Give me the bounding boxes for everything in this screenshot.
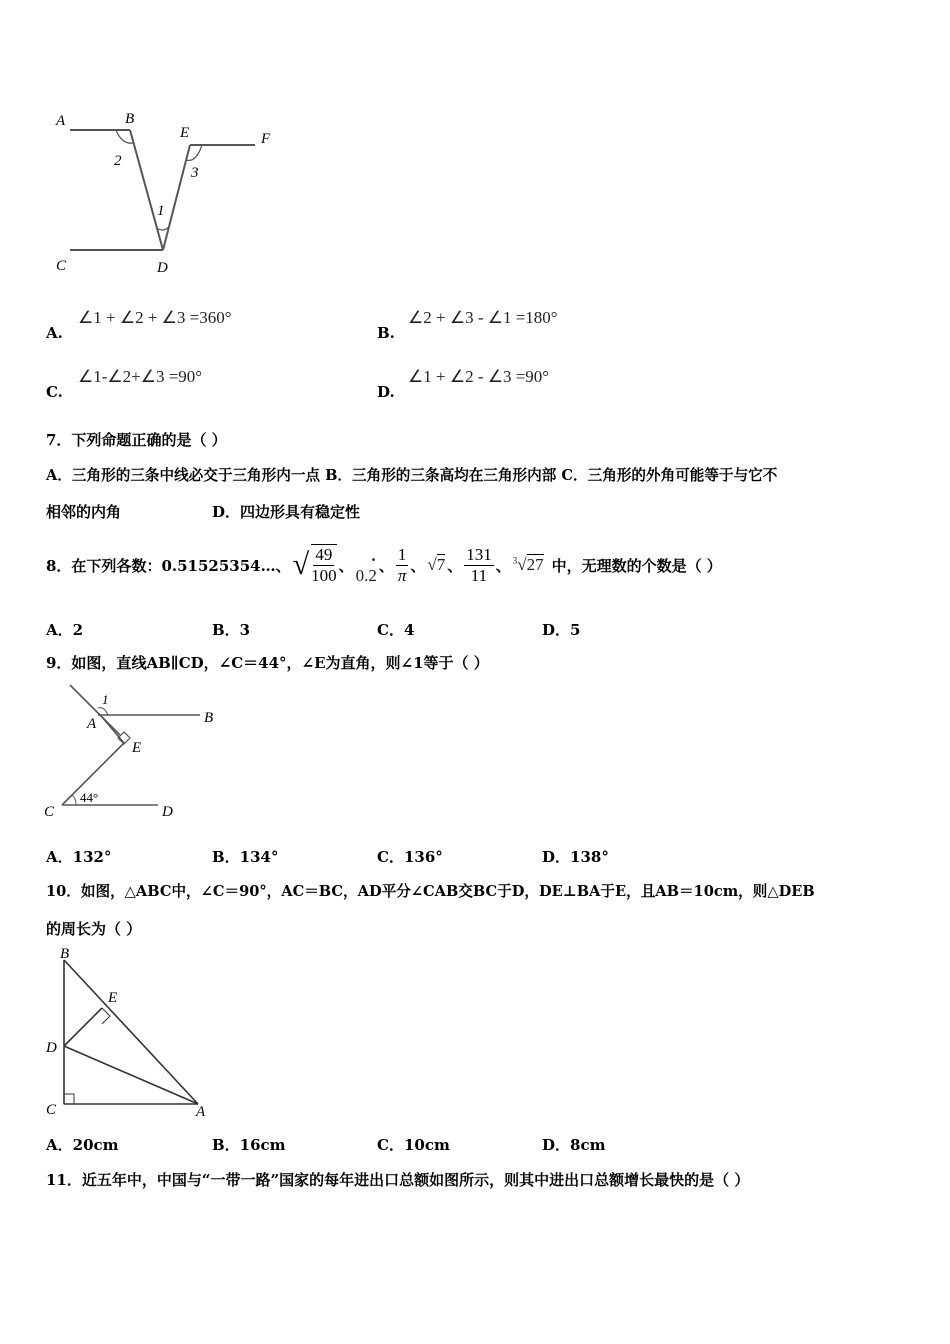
sep: 、 bbox=[338, 556, 354, 575]
label: A bbox=[87, 716, 97, 732]
q10-stem-line1: 10．如图，△ABC中，∠C＝90°，AC＝BC，AD平分∠CAB交BC于D，DE⊥BA于E，且AB＝10cm，则△DEB bbox=[46, 883, 815, 900]
sep: 、 bbox=[447, 556, 463, 575]
q6-figure bbox=[50, 105, 290, 280]
q10-option-a: A．20cm bbox=[46, 1136, 119, 1154]
num: 1 bbox=[397, 544, 407, 564]
label: B bbox=[204, 710, 214, 726]
label: 44° bbox=[80, 790, 99, 805]
sep: 、 bbox=[495, 556, 511, 575]
q10-option-d: D．8cm bbox=[542, 1136, 606, 1154]
q8-stem bbox=[46, 537, 722, 593]
label: A bbox=[196, 1104, 206, 1120]
q9-option-b: B．134° bbox=[212, 848, 279, 866]
label: D bbox=[157, 260, 168, 276]
label: C bbox=[56, 258, 67, 274]
q10-stem-line2: 的周长为（ ） bbox=[46, 920, 142, 938]
label: 2 bbox=[114, 153, 122, 169]
q7-option-d: D．四边形具有稳定性 bbox=[212, 503, 361, 521]
den: 11 bbox=[470, 565, 488, 585]
sep: 、 bbox=[410, 556, 426, 575]
label: B bbox=[125, 111, 135, 127]
option-letter: C. bbox=[46, 383, 63, 401]
q7-options-line1: A．三角形的三条中线必交于三角形内一点 B．三角形的三条高均在三角形内部 C．三角形的外角可能等于与它不 bbox=[46, 467, 778, 484]
radicand: 27 bbox=[526, 555, 544, 574]
q9-option-a: A．132° bbox=[46, 848, 112, 866]
label: B bbox=[60, 946, 70, 962]
label: 1 bbox=[157, 203, 165, 219]
radicand: 7 bbox=[436, 555, 446, 574]
den: π bbox=[397, 565, 407, 585]
q9-option-d: D．138° bbox=[542, 848, 609, 866]
q8-frac-1-pi bbox=[396, 545, 409, 586]
label: C bbox=[44, 804, 55, 820]
label: A bbox=[56, 113, 66, 129]
label: E bbox=[180, 125, 190, 141]
q8-frac-131-11 bbox=[464, 545, 494, 586]
q10-option-c: C．10cm bbox=[377, 1136, 450, 1154]
sqrt-icon: √ bbox=[292, 548, 310, 581]
option-c-expr: ∠1-∠2+∠3 =90° bbox=[78, 367, 203, 386]
label: E bbox=[132, 740, 142, 756]
q10-figure bbox=[40, 942, 230, 1122]
q8-frac-49-100 bbox=[311, 544, 337, 586]
q8-option-d: D．5 bbox=[542, 621, 581, 639]
q9-stem: 9．如图，直线AB∥CD，∠C＝44°，∠E为直角，则∠1等于（ ） bbox=[46, 654, 489, 672]
num: 49 bbox=[315, 545, 333, 564]
option-b-expr: ∠2 + ∠3 - ∠1 =180° bbox=[408, 308, 558, 327]
q8-cbrt27: $^3$√27 bbox=[512, 555, 544, 574]
label: 1 bbox=[102, 692, 109, 707]
q8-suffix: 中，无理数的个数是（ ） bbox=[551, 556, 722, 575]
q11-stem: 11．近五年中，中国与“一带一路”国家的每年进出口总额如图所示，则其中进出口总额增长最快的是（ ） bbox=[46, 1171, 750, 1189]
option-d-expr: ∠1 + ∠2 - ∠3 =90° bbox=[408, 367, 550, 386]
q10-option-b: B．16cm bbox=[212, 1136, 286, 1154]
option-letter: B. bbox=[377, 324, 395, 342]
label: D bbox=[46, 1040, 57, 1056]
q8-repeating: 0.2 · bbox=[355, 550, 377, 585]
option-a-expr: ∠1 + ∠2 + ∠3 =360° bbox=[78, 308, 232, 327]
index: 3 bbox=[512, 555, 518, 566]
q9-option-c: C．136° bbox=[377, 848, 443, 866]
q7-stem: 7．下列命题正确的是（ ） bbox=[46, 431, 227, 449]
label: F bbox=[261, 131, 271, 147]
sep: 、 bbox=[378, 556, 394, 575]
option-letter: D. bbox=[377, 383, 395, 401]
num: 131 bbox=[466, 544, 492, 564]
q8-option-a: A．2 bbox=[46, 621, 84, 639]
q8-prefix: 8．在下列各数：0.51525354…、 bbox=[46, 556, 291, 575]
q8-sqrt7: √7 bbox=[427, 555, 446, 574]
den: 100 bbox=[311, 566, 337, 585]
q9-figure bbox=[40, 680, 240, 825]
q8-option-c: C．4 bbox=[377, 621, 415, 639]
label: D bbox=[162, 804, 173, 820]
label: 3 bbox=[191, 165, 199, 181]
rep: 0.2 bbox=[355, 566, 377, 585]
q8-option-b: B．3 bbox=[212, 621, 251, 639]
q7-options-line2a: 相邻的内角 bbox=[46, 503, 122, 521]
label: E bbox=[108, 990, 118, 1006]
label: C bbox=[46, 1102, 57, 1118]
option-letter: A. bbox=[46, 324, 63, 342]
